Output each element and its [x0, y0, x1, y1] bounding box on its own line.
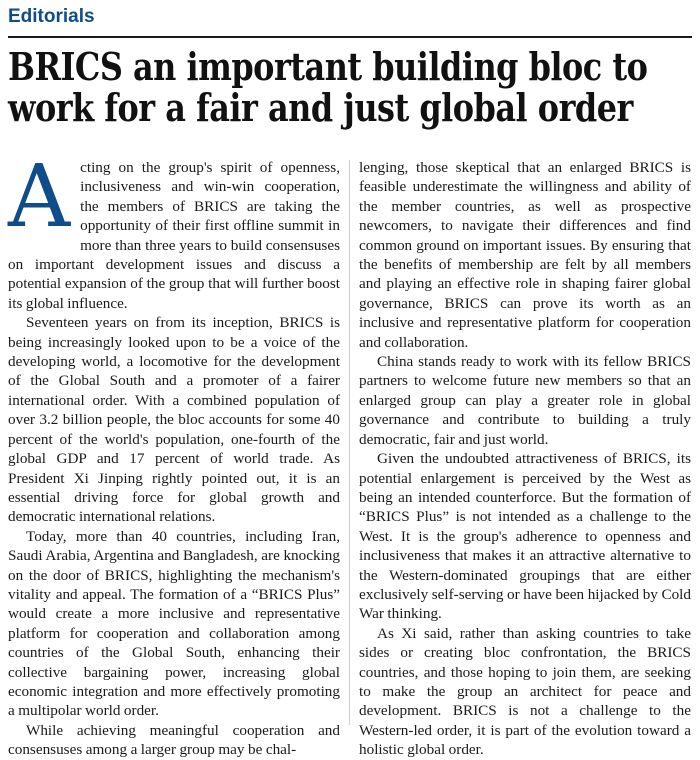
section-rule [8, 36, 692, 38]
paragraph-text: cting on the group's spirit of openness, inclusiveness and win-win cooperation, the members of BRICS are taking the opportunity of their first offline summit in more than three years to build consensuses on important development issues and discuss a potential expansion of the group that will further boost its global influence. [8, 159, 340, 312]
article-column-1 [8, 147, 340, 760]
column-divider [349, 160, 350, 725]
article-column-2 [359, 158, 691, 760]
paragraph [8, 147, 340, 313]
section-label: Editorials [8, 6, 95, 27]
paragraph: While achieving meaningful cooperation and consensuses among a larger group may be chal- [8, 721, 340, 759]
drop-cap: A [8, 147, 71, 247]
paragraph: Today, more than 40 countries, including Iran, Saudi Arabia, Argentina and Bangladesh, are knocking on the door of BRICS, highlighting the mechanism's vitality and appeal. The formation of a “BRICS Plus” would create a more inclusive and representative platform for cooperation and collaboration among countries of the Global South, enhancing their collective bargaining power, increasing global economic integration and more effectively promoting a multipolar world order. [8, 527, 340, 720]
paragraph: China stands ready to work with its fellow BRICS partners to welcome future new members so that an enlarged group can play a greater role in global governance and contribute to building a truly democratic, fair and just world. [359, 353, 691, 448]
paragraph: Given the undoubted attractiveness of BRICS, its potential enlargement is perceived by the West as being an intended counterforce. But the formation of “BRICS Plus” is not intended as a challenge to the West. It is the group's adherence to openness and inclusiveness that makes it an attractive alternative to the Western-dominated groupings that are either exclusively self-serving or have been hijacked by Cold War thinking. [359, 450, 691, 623]
paragraph: Seventeen years on from its inception, BRICS is being increasingly looked upon to be a voice of the developing world, a locomotive for the development of the Global South and a promoter of a fairer international order. With a combined population of over 3.2 billion people, the bloc accounts for some 40 percent of the world's population, one-fourth of the global GDP and 17 percent of world trade. As President Xi Jinping rightly pointed out, it is an essential driving force for global growth and democratic international relations. [8, 314, 340, 526]
paragraph: As Xi said, rather than asking countries to take sides or creating bloc confrontation, the BRICS countries, and those hoping to join them, are seeking to make the group an architect for peace and development. BRICS is not a challenge to the Western-led order, it is part of the evolution toward a holistic global order. [359, 624, 691, 759]
headline: BRICS an important building bloc to work for a fair and just global order [8, 44, 648, 130]
paragraph: lenging, those skeptical that an enlarged BRICS is feasible underestimate the willingness and ability of the member countries, as well as prospective newcomers, to navigate their differences and find common ground on important issues. By ensuring that the benefits of membership are felt by all members and playing an effective role in shaping fairer global governance, BRICS can prove its worth as an inclusive and representative platform for cooperation and collaboration. [359, 159, 691, 351]
